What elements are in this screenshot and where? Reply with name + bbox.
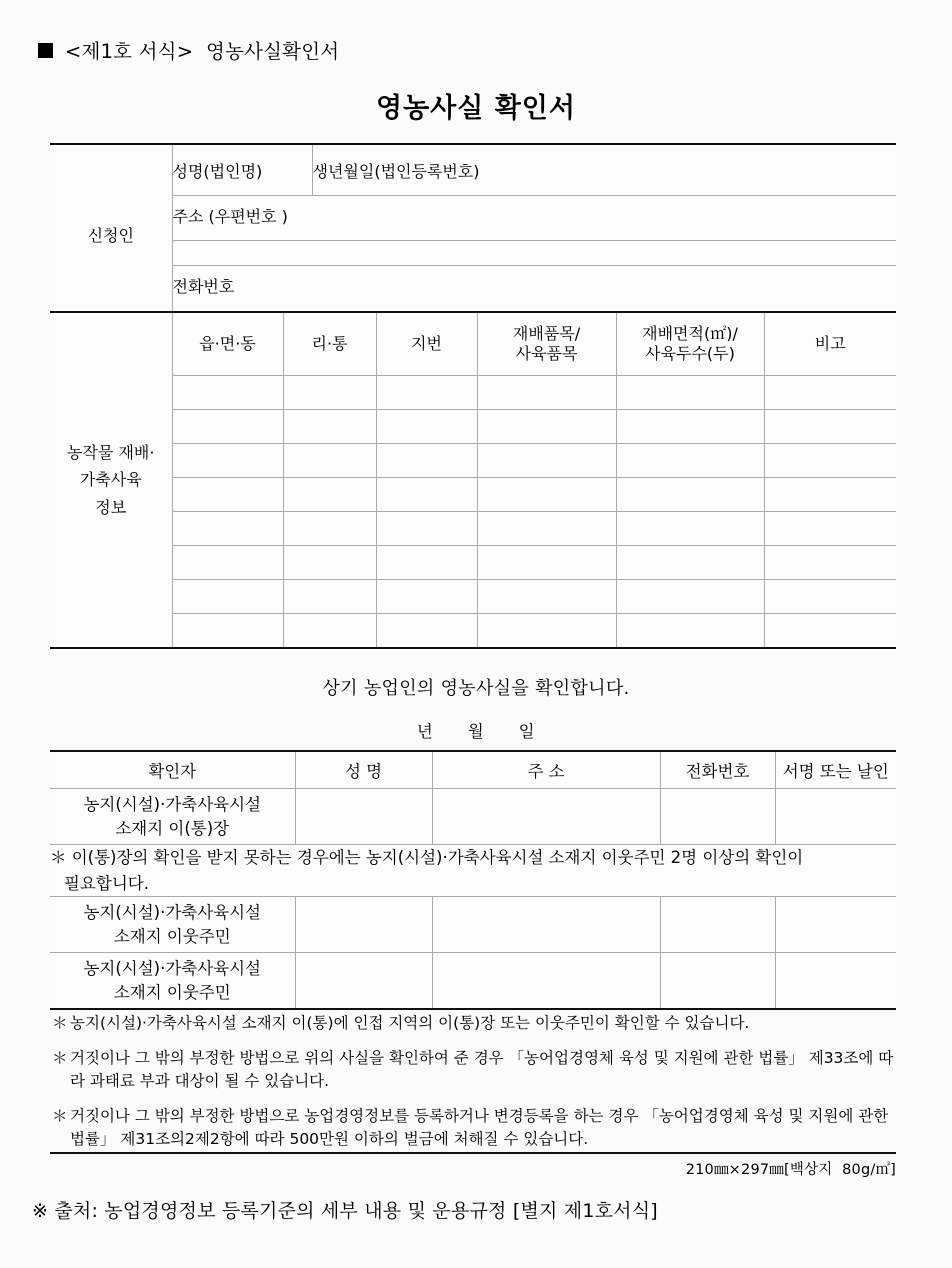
table-row [50, 241, 896, 266]
crop-header-item [477, 312, 616, 376]
crop-header-area [616, 312, 764, 376]
footnote-2 [52, 1047, 902, 1094]
verifier-row1-label [50, 789, 295, 845]
crop-cell[interactable] [764, 376, 896, 410]
crop-header-text: 사육품목 [515, 344, 578, 363]
crop-cell[interactable] [616, 410, 764, 444]
crop-cell[interactable] [477, 410, 616, 444]
footnote-star-icon: ＊ [52, 1106, 68, 1125]
verifier-row1-phone-cell[interactable] [660, 789, 775, 845]
crop-cell[interactable] [764, 580, 896, 614]
crop-header-text: 비고 [814, 334, 846, 353]
crop-cell[interactable] [616, 478, 764, 512]
crop-header-text: 재배면적(㎡)/ [642, 324, 738, 343]
verifier-row1-address-cell[interactable] [432, 789, 660, 845]
table-row [50, 789, 896, 845]
crop-cell[interactable] [477, 512, 616, 546]
verifier-row3-name-cell[interactable] [295, 953, 432, 1010]
page-title: 영농사실 확인서 [376, 93, 576, 124]
crop-header-text: 지번 [411, 334, 442, 353]
table-row [50, 376, 896, 410]
table-row [50, 144, 896, 196]
footnote-3 [52, 1105, 902, 1152]
crop-side-label [50, 312, 172, 648]
verifier-header-signature: 서명 또는 날인 [775, 751, 896, 789]
crop-header-remarks [764, 312, 896, 376]
crop-header-jibeon [376, 312, 477, 376]
verifier-header-phone: 전화번호 [660, 751, 775, 789]
footnote-star-icon: ＊ [52, 1048, 68, 1067]
crop-cell[interactable] [616, 376, 764, 410]
verifier-row3-label-line-2: 소재지 이웃주민 [113, 982, 231, 1002]
verifier-row3-label [50, 953, 295, 1010]
crop-cell[interactable] [283, 478, 376, 512]
crop-cell[interactable] [616, 614, 764, 649]
table-row [50, 444, 896, 478]
crop-cell[interactable] [477, 580, 616, 614]
footnote-3-body [70, 1105, 902, 1152]
crop-cell[interactable] [616, 546, 764, 580]
verifier-mid-note-line-2: 필요합니다. [64, 873, 149, 893]
crop-cell[interactable] [376, 478, 477, 512]
footnote-1-text: 농지(시설)·가축사육시설 소재지 이(통)에 인접 지역의 이(통)장 또는 이웃주민이 확인할 수 있습니다. [70, 1014, 750, 1032]
table-row [50, 953, 896, 1010]
verifier-row2-label [50, 897, 295, 953]
verifier-row2-address-cell[interactable] [432, 897, 660, 953]
verifier-row1-signature-cell[interactable] [775, 789, 896, 845]
crop-cell[interactable] [616, 580, 764, 614]
crop-cell[interactable] [376, 546, 477, 580]
paper-spec-text: 210㎜×297㎜[백상지 80g/㎡] [685, 1162, 896, 1178]
applicant-name-label: 성명(법인명) [172, 144, 312, 196]
crop-cell[interactable] [764, 410, 896, 444]
verifier-row1-label-line-1: 농지(시설)·가축사육시설 [83, 794, 261, 814]
crop-header-text: 재배품목/ [512, 324, 581, 343]
table-row [50, 478, 896, 512]
crop-cell[interactable] [764, 512, 896, 546]
crop-header-ri-tong [283, 312, 376, 376]
table-row [50, 897, 896, 953]
crop-cell[interactable] [477, 546, 616, 580]
verifier-row1-label-line-2: 소재지 이(통)장 [115, 818, 230, 838]
date-line: 년 월 일 [416, 722, 536, 741]
table-row [50, 614, 896, 649]
crop-header-eup-myeon-dong [172, 312, 283, 376]
crop-cell[interactable] [477, 478, 616, 512]
crop-cell[interactable] [764, 614, 896, 649]
crop-cell[interactable] [764, 444, 896, 478]
verifier-row3-signature-cell[interactable] [775, 953, 896, 1010]
table-row [50, 512, 896, 546]
crop-cell[interactable] [172, 444, 283, 478]
applicant-phone-label: 전화번호 [172, 266, 896, 326]
table-row [50, 546, 896, 580]
verifier-row1-name-cell[interactable] [295, 789, 432, 845]
crop-cell[interactable] [376, 614, 477, 649]
verifier-mid-note [50, 845, 896, 897]
crop-cell[interactable] [172, 512, 283, 546]
crop-side-label-line-1: 농작물 재배· [67, 443, 155, 463]
crop-cell[interactable] [376, 376, 477, 410]
verifier-table [50, 750, 896, 1010]
crop-side-label-line-2: 가축사육 [79, 470, 142, 490]
crop-side-label-line-3: 정보 [95, 497, 127, 517]
crop-cell[interactable] [283, 580, 376, 614]
footnote-2-line-2: 관한 법률」 제33조에 따라 과태료 부과 대상이 될 수 있습니다. [70, 1048, 894, 1091]
crop-cell[interactable] [477, 444, 616, 478]
crop-cell[interactable] [376, 580, 477, 614]
crop-cell[interactable] [764, 478, 896, 512]
crop-cell[interactable] [376, 512, 477, 546]
verifier-row2-signature-cell[interactable] [775, 897, 896, 953]
crop-cell[interactable] [616, 512, 764, 546]
verifier-mid-note-line-1: ＊ 이(통)장의 확인을 받지 못하는 경우에는 농지(시설)·가축사육시설 소재지 이웃주민 2명 이상의 확인이 [50, 848, 804, 867]
footnote-1 [52, 1012, 902, 1036]
table-row [50, 580, 896, 614]
crop-cell[interactable] [477, 376, 616, 410]
crop-cell[interactable] [764, 546, 896, 580]
table-header-row [50, 751, 896, 789]
confirmation-sentence: 상기 농업인의 영농사실을 확인합니다. [322, 678, 630, 699]
applicant-address-input-area[interactable] [172, 241, 896, 266]
crop-header-text: 읍·면·동 [199, 334, 256, 353]
bottom-divider [50, 1152, 896, 1154]
crop-cell[interactable] [172, 376, 283, 410]
table-row [50, 410, 896, 444]
table-row [50, 196, 896, 241]
footnote-2-line-1: 거짓이나 그 밖의 부정한 방법으로 위의 사실을 확인하여 준 경우 「농어업경영체 육성 및 지원에 [70, 1048, 719, 1067]
verifier-row2-phone-cell[interactable] [660, 897, 775, 953]
crop-cell[interactable] [172, 478, 283, 512]
verifier-row3-label-line-1: 농지(시설)·가축사육시설 [83, 958, 261, 978]
crop-cell[interactable] [283, 614, 376, 649]
verifier-row3-phone-cell[interactable] [660, 953, 775, 1010]
footnote-star-icon: ＊ [52, 1014, 68, 1032]
crop-cell[interactable] [283, 410, 376, 444]
crop-cell[interactable] [376, 444, 477, 478]
verifier-row3-address-cell[interactable] [432, 953, 660, 1010]
verifier-header-verifier: 확인자 [50, 751, 295, 789]
verifier-row2-label-line-2: 소재지 이웃주민 [113, 926, 231, 946]
crop-cell[interactable] [172, 614, 283, 649]
footnote-3-line-1: 거짓이나 그 밖의 부정한 방법으로 농업경영정보를 등록하거나 변경등록을 하는 경우 「농어업경영체 [70, 1106, 749, 1125]
verifier-row2-name-cell[interactable] [295, 897, 432, 953]
crop-livestock-table [50, 311, 896, 649]
verifier-header-address: 주 소 [432, 751, 660, 789]
crop-cell[interactable] [283, 512, 376, 546]
crop-cell[interactable] [283, 546, 376, 580]
crop-header-text: 사육두수(두) [645, 344, 735, 363]
crop-header-text: 리·통 [311, 334, 348, 353]
footnote-2-body [70, 1047, 902, 1094]
form-id-text: <제1호 서식> 영농사실확인서 [65, 40, 340, 63]
applicant-side-label: 신청인 [50, 144, 172, 325]
crop-cell[interactable] [172, 410, 283, 444]
crop-cell[interactable] [172, 580, 283, 614]
black-square-icon [38, 43, 53, 58]
applicant-table [50, 143, 896, 326]
applicant-address-label: 주소 (우편번호 ) [172, 196, 896, 241]
crop-cell[interactable] [477, 614, 616, 649]
crop-cell[interactable] [283, 444, 376, 478]
crop-cell[interactable] [172, 546, 283, 580]
footnote-3-line-2: 육성 및 지원에 관한 법률」 제31조의2제2항에 따라 500만원 이하의 벌금에 처해질 수 있습니다. [70, 1106, 889, 1149]
footnotes [52, 1012, 902, 1163]
crop-cell[interactable] [616, 444, 764, 478]
verifier-row2-label-line-1: 농지(시설)·가축사육시설 [83, 902, 261, 922]
crop-cell[interactable] [376, 410, 477, 444]
form-id-line [38, 36, 339, 64]
table-note-row [50, 845, 896, 897]
verifier-header-name: 성 명 [295, 751, 432, 789]
table-header-row [50, 312, 896, 376]
applicant-birth-label: 생년월일(법인등록번호) [312, 144, 896, 196]
source-line: ※ 출처: 농업경영정보 등록기준의 세부 내용 및 운용규정 [별지 제1호서식] [32, 1200, 658, 1222]
crop-cell[interactable] [283, 376, 376, 410]
